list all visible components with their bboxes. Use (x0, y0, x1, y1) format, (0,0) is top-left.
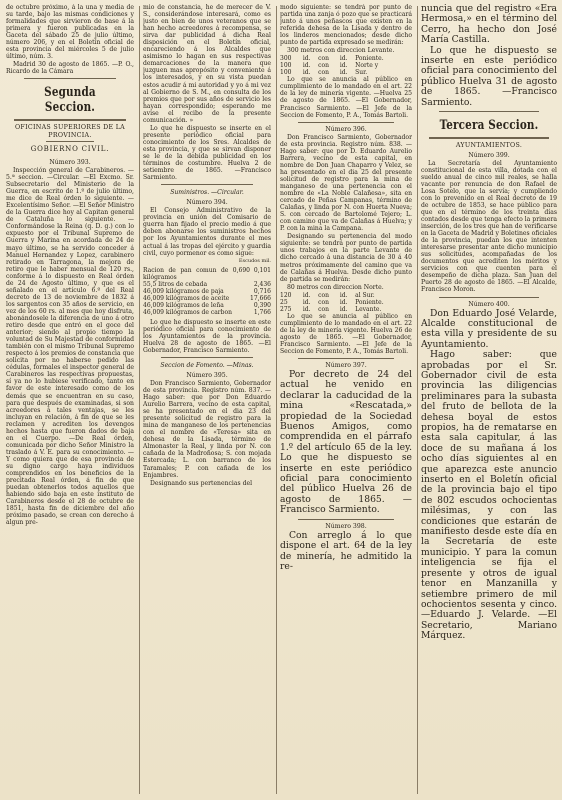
paragraph: nuncia que del registro «Era Hermosa,» en el término del Cerro, ha hecho don José María Castilla. (421, 4, 557, 46)
table-row (280, 306, 412, 313)
table-row (143, 309, 271, 316)
notice-large-text (280, 370, 412, 516)
table-cell: con (318, 305, 330, 313)
table-cell: 1,766 (253, 308, 271, 316)
notice-number: Número 393. (49, 158, 91, 166)
table-cell: id. (339, 55, 348, 63)
table-cell: 25 (280, 298, 288, 306)
divider (46, 141, 94, 142)
table-cell: Poniente. (355, 298, 384, 306)
table-unit: Escudos mil. (238, 257, 271, 264)
column-3 (280, 4, 412, 796)
paragraph: Lo que he dispuesto se inserte en este periódico oficial para conocimiento de los Ayuntamientos de la provincia. Huelva 28 de agosto de 1865. —El Gobernador, Francisco Sarmiento. (143, 318, 271, 354)
signature: Madrid 30 de agosto de 1865. —P. O., Ricardo de la Cámara (6, 61, 134, 76)
table-cell: 0,101 (253, 266, 271, 274)
table-row (143, 281, 271, 288)
table-cell: 17,666 (250, 294, 271, 302)
divider (429, 137, 549, 139)
table-cell: Poniente. (355, 55, 384, 63)
section-subtitle: GOBIERNO CIVIL. (30, 145, 110, 154)
divider (14, 119, 126, 121)
paragraph: Don Francisco Sarmiento, Gobernador de esta provincia. Registro núm. 837. —Hago saber: que por Don Eduardo Aurelio Barrera, vecino de esta capital, se ha presentado en el dia 23 del presente solicitud de registro para la mina de manganeso de los pertenencias con el nombre de «Teresa» sita en dehesa de la Lisada, término de Almonaster la Real, y linda por N. con cañada de la Madroñosa; S. con mojada Estercada; L. con barranco de los Taramales; P. con cañada de los Enjambres. (143, 379, 271, 479)
column-rule (276, 6, 277, 794)
column-rule (139, 6, 140, 794)
table-cell: Sur. (355, 69, 368, 77)
table-cell: 300 (280, 55, 292, 63)
table-row (280, 69, 412, 76)
table-cell: 46,009 kilógramos de carbon (143, 308, 232, 316)
paragraph: Don Francisco Sarmiento, Gobernador de esta provincia. Registro núm. 838. —Hago saber: que por D. Eduardo Aurelio Barrera, vecino de esta capital, en nombre de Don Juan Chaparro y Velez, se ha presentado en el dia 25 del presente solicitud de registro para la mina de manganeso de una pertenencia con el nombre de «La Noble Calañesa», sita en cercado de Peñas Campanas, término de Calañas, y linda por N. con Huerta Nueva; S. con cercado de Bartolomé Tejero; L. con camino que va de Calañas á Huelva; y P. con la mina la Campana. (280, 133, 412, 233)
table-cell: id. (339, 298, 348, 306)
table-cell: con (318, 55, 330, 63)
section-title: Segunda Seccion. (44, 85, 96, 116)
table-cell: id. (302, 55, 311, 63)
paragraph: Lo que he dispuesto se inserte en el presente periódico oficial para conocimiento de los Sres. Alcaldes de esta provincia, y que se sirvan disponer se le de la debida publicidad en los términos de costumbre. Huelva 2 de setiembre de 1865. —Francisco Sarmiento. (143, 124, 271, 182)
notice-number: Número 397. (325, 361, 367, 369)
paragraph: Lo que se anuncia al público en cumplimiento de lo mandado en el art. 22 de la ley de minería vigente. —Huelva 25 de agosto de 1865. —El Gobernador, Francisco Sarmiento. —El Jefe de la Seccion de Fomento, P. A., Tomás Bartoli. (280, 76, 412, 119)
table-row (143, 267, 271, 281)
table-cell: id. (302, 291, 311, 299)
measure-table (280, 55, 412, 76)
section-title: Tercera Seccion. (439, 118, 539, 134)
table-cell: Racion de pan comun de 0,690 kilógramos (143, 266, 250, 281)
table-row (280, 62, 412, 69)
table-cell: al Sur. (355, 291, 375, 299)
paragraph: El Consejo Administrativo de la provincia en unión del Comisario de guerra han fijado el precio medio á que deben abonarse los suministros hechos por los Ayuntamientos durante el mes actual á las tropas del ejército y guardia civil, cuyo pormenor es como sigue: (143, 207, 271, 257)
table-row (280, 55, 412, 62)
table-cell: id. (302, 305, 311, 313)
table-cell: con (318, 62, 330, 70)
column-1 (6, 4, 134, 796)
column-2 (143, 4, 271, 796)
table-row (143, 288, 271, 295)
table-cell: 100 (280, 69, 292, 77)
notice-number: Número 394. (186, 199, 228, 207)
divider (298, 519, 394, 520)
table-row (143, 295, 271, 302)
table-row (143, 302, 271, 309)
table-cell: con (318, 291, 330, 299)
table-cell: Levante. (355, 305, 382, 313)
divider (439, 111, 539, 112)
notice-large-text (421, 309, 557, 642)
table-cell: 2,436 (253, 280, 271, 288)
paragraph: Lo que se anuncia al público en cumplimiento de lo mandado en el art. 22 de la ley de minería vigente. Huelva 26 de agosto de 1865. —El Gobernador, Francisco Sarmiento. —El Jefe de la Seccion de Fomento, P. A., Tomás Bartoli. (280, 312, 412, 355)
divider (24, 78, 116, 79)
table-cell: 46,009 kilógramos de paja (143, 287, 224, 295)
notice-number: Número 400. (468, 300, 510, 308)
table-row (280, 299, 412, 306)
divider (298, 358, 394, 359)
paragraph: modo siguiente: se tendrá por punto de partida una zanja ó pozo que se practicará junto á unos peñascos que existen en la referida dehesa de la Lisada y dentro de los linderos mencionados; desde dicho punto de partida expresado se medirán: (280, 4, 412, 47)
table-cell: 120 (280, 291, 292, 299)
divider (161, 357, 253, 358)
table-cell: 46,009 kilógramos de aceite (143, 294, 230, 302)
section-subtitle: AYUNTAMIENTOS. (455, 142, 523, 150)
divider (439, 297, 539, 298)
paragraph: Lo que he dispuesto se inserte en este periódico oficial para conocimiento del público Huelva 31 de agosto de 1865. —Francisco Sarmiento. (421, 44, 557, 108)
measure-table (280, 292, 412, 313)
table-cell: id. (302, 62, 311, 70)
table-cell: id. (339, 69, 348, 77)
table-cell: con (318, 298, 330, 306)
notice-large-text (280, 531, 412, 573)
notice-large-text (421, 4, 557, 108)
notice-number: Número 398. (325, 522, 367, 530)
paragraph: Don Eduardo José Velarde, Alcalde constitucional de esta villa y presidente de su Ayuntamiento. (421, 307, 557, 350)
measure-line: 300 metros con direccion Levante. (287, 47, 395, 55)
table-cell: id. (302, 69, 311, 77)
table-cell: 0,390 (253, 301, 271, 309)
measure-line: 80 metros con direccion Norte. (287, 283, 384, 291)
paragraph: Hago saber: que aprobadas por el Sr. Gobernador civil de esta provincia las diligencias preliminares para la subasta del fruto de bellota de la dehesa boyal de estos propios, ha de rematarse en esta sala capitular, á las doce de su mañana á los ocho días siguientes al en que aparezca este anuncio inserto en el Boletín oficial de la provincia bajo el tipo de 802 escudos ochocientas milésimas, y con las condiciones que estarán de manifiesto desde este día en la Secretaría de este municipio. Y para la comun inteligencia se fija el presente y otros de igual tenor en Manzanilla y setiembre primero de mil ochocientos sesenta y cinco. —Eduardo J. Velarde. —El Secretario, Mariano Márquez. (421, 349, 557, 642)
section-subtitle: Suministros. —Circular. (170, 189, 244, 197)
paragraph: Designando sus pertenencias del (150, 479, 253, 487)
divider (161, 184, 253, 185)
table-cell: Norte y (355, 62, 379, 70)
table-cell: 55,5 litros de cebada (143, 280, 208, 288)
column-4 (421, 4, 557, 796)
table-cell: id. (339, 305, 348, 313)
table-cell: 275 (280, 305, 292, 313)
paragraph: Por decreto de 24 del actual he venido en declarar la caducidad de la mina «Rescatada,» propiedad de la Sociedad Buenos Amigos, como comprendida en el párrafo 1.º del artículo 65 de la ley. Lo que he dispuesto se inserte en este periódico oficial para conocimiento del público Huelva 26 de agosto de 1865. —Francisco Sarmiento. (280, 369, 412, 516)
paragraph: mio de constancia, he de merecer de V. S., considerándose interesará, como es justo en bien de unos veteranos que se han hecho acreedores á recompensa, se sirva dar publicidad á dicha Real disposición en el Boletín oficial, encareciendo á los Alcaldes que asimismo lo hagan en sus respectivas demarcaciones de la manera que juzguen mas apropósito y conveniente á los interesados, y en su vista puedan estos acudir á mi autoridad y yo á mi vez al Gobierno de S. M., en consulta de los premios que por sus años de servicio les hayan correspondido; esperando me avise el recibo de la presente comunicación. » (143, 4, 271, 124)
paragraph: Con arreglo á lo que dispone el art. 64 de la ley de minería, he admitido la re- (280, 529, 412, 572)
table-cell: 46,009 kilógramos de leña (143, 301, 224, 309)
table-cell: id. (339, 62, 348, 70)
notice-number: Número 395. (186, 371, 228, 379)
notice-number: Número 399. (468, 151, 510, 159)
table-cell: id. (339, 291, 348, 299)
paragraph: Designando su pertenencia del modo siguiente: se tendrá por punto de partida unos trabajos en la parte Levante de dicho cercado á una distancia de 30 á 40 metros próximamente del camino que va de Calañas á Huelva. Desde dicho punto de partida se medirán: (280, 233, 412, 283)
prices-table (143, 267, 271, 316)
paragraph: La Secretaría del Ayuntamiento constitucional de esta villa, dotada con el sueldo anual de cinco mil reales, se halla vacante por renuncia de don Rafael de Losa Sotelo, que la servía; y cumpliendo con lo prevenido en el Real decreto de 19 de octubre de 1853, se hace público para que en el término de los treinta días contados desde que tenga efecto la primera inserción, de los tres que han de verificarse en la Gaceta de Madrid y Boletines oficiales de la provincia, puedan los que intenten interesarse presentar ante dicho municipio sus solicitudes, acompañadas de los documentos que acrediten los méritos y servicios con que cuenten para el desempeño de dicha plaza. San Juan del Puerto 28 de agosto de 1865. —El Alcalde, Francisco Moron. (421, 159, 557, 294)
notice-number: Número 396. (325, 125, 367, 133)
section-subtitle: OFICINAS SUPERIORES DE LA PROVINCIA. (14, 124, 126, 139)
table-cell: 0,716 (253, 287, 271, 295)
column-rule (417, 6, 418, 794)
table-cell: id. (302, 298, 311, 306)
table-row (280, 292, 412, 299)
section-subtitle: Seccion de Fomento. —Minas. (160, 361, 254, 369)
table-cell: con (318, 69, 330, 77)
paragraph: Inspección general de Carabineros. —5.ª seccion. —Circular. —El Excmo. Sr. Subsecretario del Ministerio de la Guerra, en escrito de 1.º de julio último, me dice de Real órden lo siguiente. —Excelentísimo Señor. —El Señor Ministro de la Guerra dice hoy al Capitan general de Cataluña lo siguiente. —Conformándose la Reina (q. D. g.) con lo expuesto por el Tribunal Supremo de Guerra y Marina en acordada de 24 de mayo último, se ha servido conceder á Manuel Hernandez y Lopez, carabinero retirado en Tarragona, la mejora de retiro que le haber mensual de 120 rs., conforme á lo dispuesto en Real órden de 24 de Agosto último, y que es el señalado en el artículo 6.º del Real decreto de 13 de noviembre de 1832 á los sargentos con 35 años de servicio, en vez de los 60 rs. al mes que hoy disfruta, abonándosele la diferencia de uno á otro retiro desde que entró en el goce del anterior; siendo al propio tiempo la voluntad de Su Majestad de conformidad también con el mismo Tribunal Supremo respecto á los premios de constancia que solicita por no haberse pedido las cédulas, formales el inspector general de Carabineros las respectivas propuestas, sí ya no lo hubiese verificado, tanto en favor de este interesado como de los demás que se encuentran en su caso, para que después de examinadas, si son acreedores á tales ventajas, se les incluyan en relación, á fin de que se les reclamen y acrediten los devengos hechos hasta que fueron dados de baja en el Cuerpo. —De Real órden, comunicada por dicho Señor Ministro la traslado á V. E. para su conocimiento. —Y como quiera que de esa provincia de su digno cargo haya individuos comprendidos en los beneficios de la precitada Real órden, á fin de que puedan obtenerlos todos aquellos que habiendo sido baja en este instituto de Carabineros desde el 28 de octubre de 1851, hasta fin de diciembre del año próximo pasado, se crean con derecho á algun pre- (6, 167, 134, 527)
divider (298, 122, 394, 123)
table-cell: 100 (280, 62, 292, 70)
paragraph: de octubre próximo, á la una y media de su tarde, bajo las mismas condiciones y formalidades que sirvieron de base á la primera y fueron publicadas en la Gaceta del sábado 25 de julio último, número 206, y en el Boletín oficial de esta provincia del miércoles 5 de julio último, núm. 3. (6, 4, 134, 61)
